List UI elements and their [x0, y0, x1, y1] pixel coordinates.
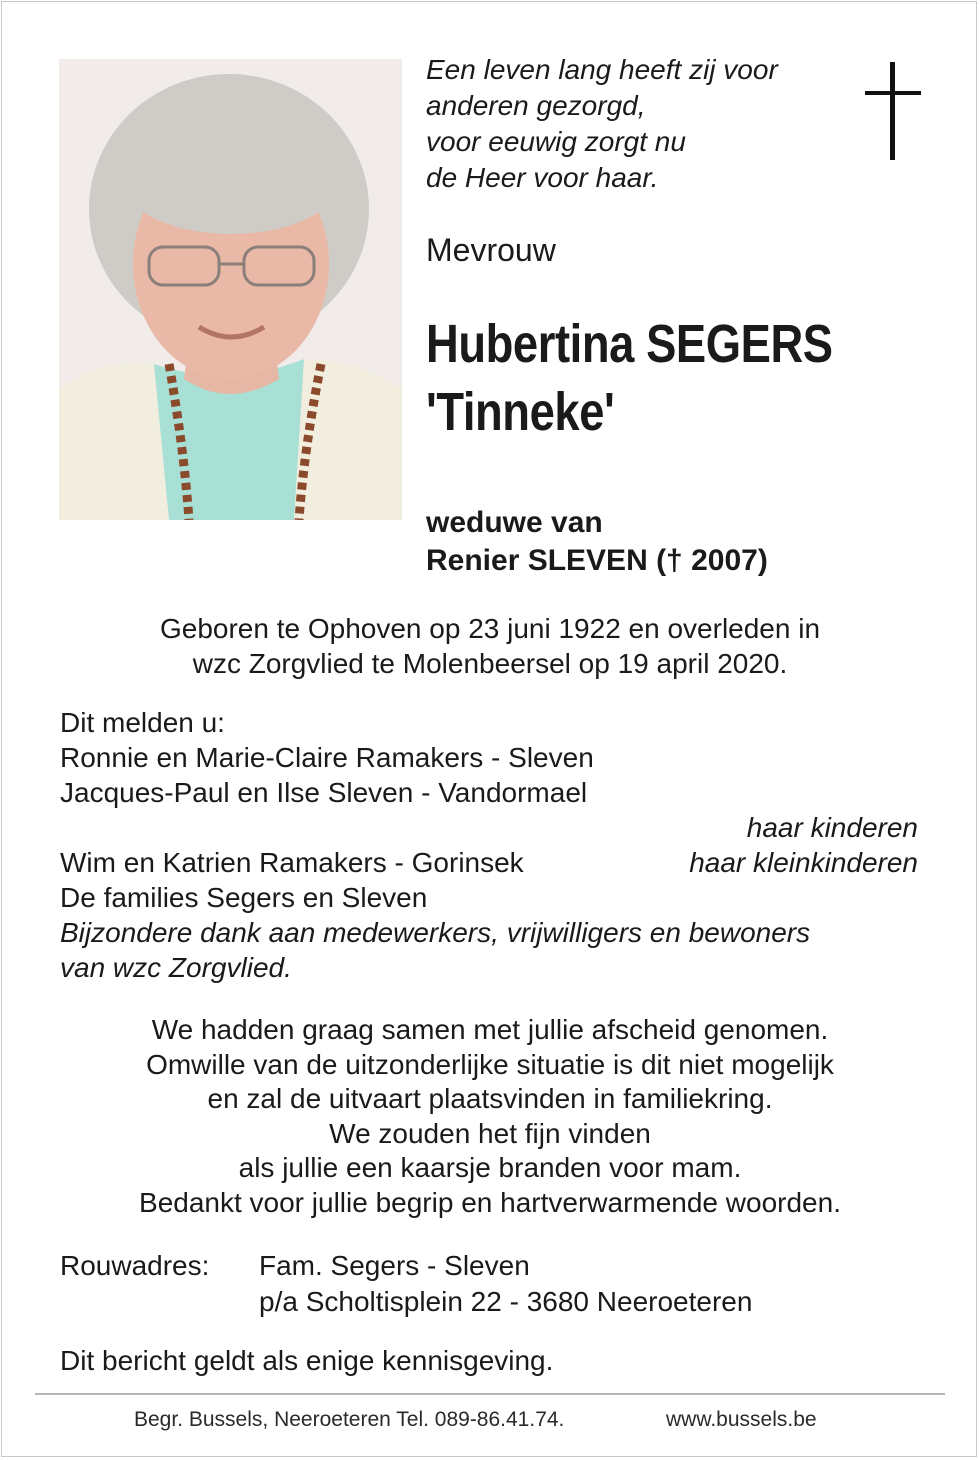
- thanks-line: van wzc Zorgvlied.: [60, 952, 292, 983]
- children-label-row: [60, 810, 918, 845]
- deceased-name: Hubertina SEGERS: [426, 314, 833, 374]
- grandchildren-row: [60, 845, 918, 880]
- grandchildren-label: haar kleinkinderen: [689, 847, 918, 878]
- poem-line: de Heer voor haar.: [426, 162, 659, 193]
- poem-line: Een leven lang heeft zij voor: [426, 54, 778, 85]
- address-lines: [259, 1248, 752, 1320]
- birth-death-info: [40, 611, 940, 681]
- widow-of-label: weduwe van: [426, 506, 603, 539]
- announcement: [60, 705, 918, 985]
- spouse-name: Renier SLEVEN († 2007): [426, 544, 768, 577]
- deceased-nickname: 'Tinneke': [426, 382, 615, 442]
- address-line: Fam. Segers - Sleven: [259, 1250, 530, 1281]
- footer-divider: [35, 1393, 945, 1395]
- funeral-home-info: Begr. Bussels, Neeroeteren Tel. 089-86.41.74.: [134, 1408, 565, 1431]
- website-link[interactable]: www.bussels.be: [666, 1408, 817, 1431]
- grandchildren-line: Wim en Katrien Ramakers - Gorinsek: [60, 847, 524, 878]
- farewell-message: [40, 1013, 940, 1220]
- announce-intro: Dit melden u:: [60, 707, 225, 738]
- message-line: en zal de uitvaart plaatsvinden in familiekring.: [207, 1083, 773, 1114]
- deceased-name-block: [426, 310, 833, 446]
- message-line: Bedankt voor jullie begrip en hartverwarmende woorden.: [139, 1186, 841, 1218]
- message-line: als jullie een kaarsje branden voor mam.: [238, 1152, 742, 1183]
- poem: [426, 52, 778, 196]
- poem-line: anderen gezorgd,: [426, 90, 646, 121]
- notice-text: Dit bericht geldt als enige kennisgeving.: [60, 1345, 554, 1376]
- message-line: We hadden graag samen met jullie afscheid genomen.: [151, 1014, 829, 1045]
- children-line: Jacques-Paul en Ilse Sleven - Vandormael: [60, 777, 588, 808]
- salutation: Mevrouw: [426, 232, 556, 268]
- portrait-photo: [59, 59, 402, 520]
- poem-line: voor eeuwig zorgt nu: [426, 126, 686, 157]
- portrait-illustration: [59, 59, 402, 520]
- message-line: Omwille van de uitzonderlijke situatie is dit niet mogelijk: [146, 1048, 834, 1080]
- address-line: p/a Scholtisplein 22 - 3680 Neeroeteren: [259, 1286, 753, 1317]
- birth-line: Geboren te Ophoven op 23 juni 1922 en overleden in: [159, 613, 821, 644]
- death-line: wzc Zorgvlied te Molenbeersel op 19 april 2020.: [192, 648, 788, 679]
- children-label: haar kinderen: [746, 812, 918, 843]
- children-line: Ronnie en Marie-Claire Ramakers - Sleven: [60, 742, 594, 773]
- message-line: We zouden het fijn vinden: [329, 1117, 651, 1149]
- cross-icon: [865, 62, 921, 160]
- spouse-block: [426, 504, 768, 580]
- address-label: Rouwadres:: [60, 1250, 210, 1281]
- thanks-line: Bijzondere dank aan medewerkers, vrijwilligers en bewoners: [60, 917, 811, 948]
- families-line: De families Segers en Sleven: [60, 882, 428, 913]
